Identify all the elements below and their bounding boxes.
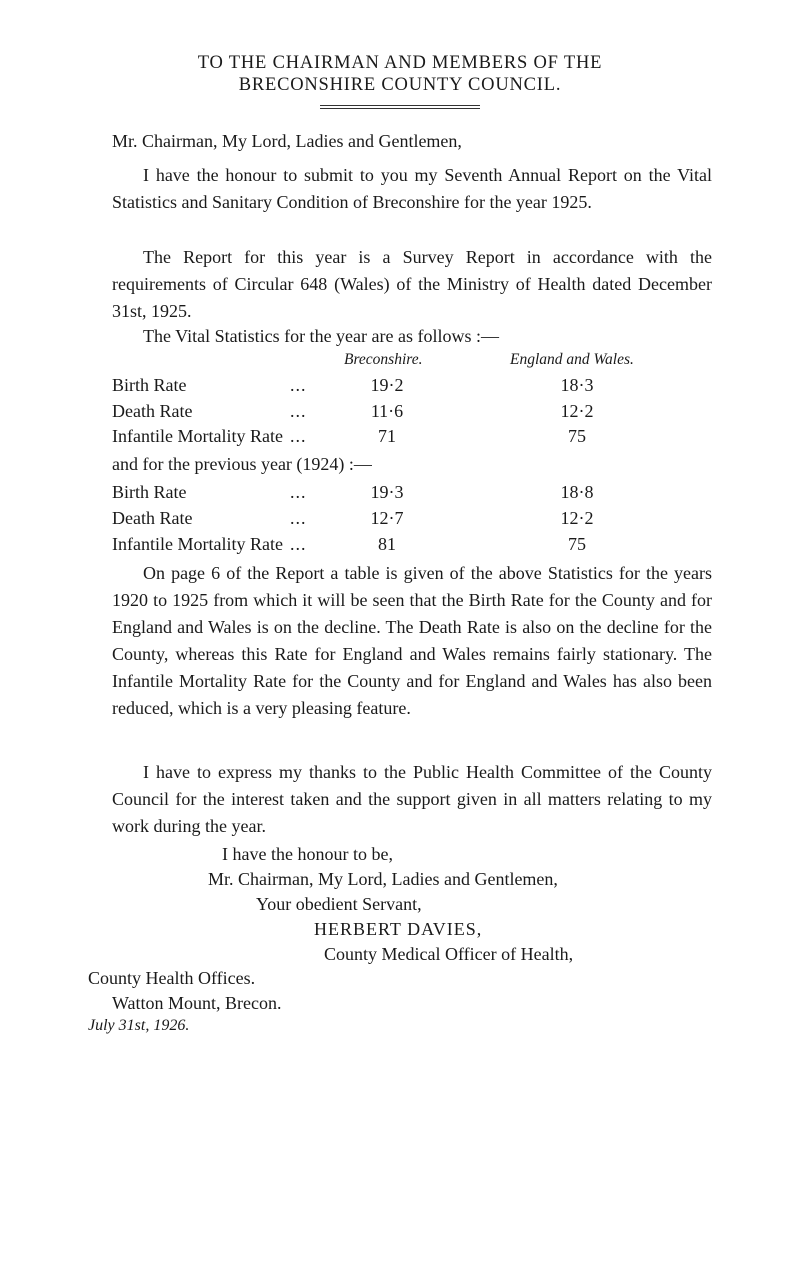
previous-year-text: and for the previous year (1924) :— xyxy=(112,454,372,474)
stat-value-england: 12·2 xyxy=(560,401,594,421)
stat-value-breconshire: 71 xyxy=(378,426,396,446)
signatory-title: County Medical Officer of Health, xyxy=(324,944,574,964)
office-address: Watton Mount, Brecon. xyxy=(112,993,282,1013)
stat-label: Infantile Mortality Rate xyxy=(112,426,283,446)
stats-row-death-rate-1924 xyxy=(112,505,712,531)
stat-label: Birth Rate xyxy=(112,375,187,395)
stat-label: Death Rate xyxy=(112,401,193,421)
signatory-name: HERBERT DAVIES, xyxy=(314,919,483,939)
leader-dots: ... xyxy=(290,534,307,554)
stat-value-england: 75 xyxy=(568,534,586,554)
stats-row-infantile-mortality-1924 xyxy=(112,531,712,557)
stat-value-breconshire: 11·6 xyxy=(370,401,404,421)
stats-row-death-rate xyxy=(112,398,712,424)
stat-value-breconshire: 19·3 xyxy=(370,482,404,502)
leader-dots: ... xyxy=(290,375,307,395)
stat-value-england: 18·8 xyxy=(560,482,594,502)
stat-value-england: 12·2 xyxy=(560,508,594,528)
leader-dots: ... xyxy=(290,401,307,421)
leader-dots: ... xyxy=(290,482,307,502)
heading-rule-top xyxy=(320,105,480,106)
column-header-england-wales: England and Wales. xyxy=(510,351,634,368)
leader-dots: ... xyxy=(290,426,307,446)
stats-row-infantile-mortality xyxy=(112,423,712,449)
stat-value-england: 18·3 xyxy=(560,375,594,395)
closing-obedient: Your obedient Servant, xyxy=(256,894,422,914)
stat-value-england: 75 xyxy=(568,426,586,446)
stat-label: Infantile Mortality Rate xyxy=(112,534,283,554)
paragraph-vital-intro: The Vital Statistics for the year are as follows :— xyxy=(143,326,499,346)
letter-date: July 31st, 1926. xyxy=(88,1017,190,1034)
closing-address: Mr. Chairman, My Lord, Ladies and Gentlemen, xyxy=(208,869,558,889)
leader-dots: ... xyxy=(290,508,307,528)
salutation: Mr. Chairman, My Lord, Ladies and Gentlemen, xyxy=(112,131,462,151)
heading-line-1: TO THE CHAIRMAN AND MEMBERS OF THE xyxy=(197,53,603,73)
paragraph-thanks: I have to express my thanks to the Public Health Committee of the County Council for the interest taken and the support given in all matters relating to my work during the year. xyxy=(112,762,712,836)
stat-value-breconshire: 81 xyxy=(378,534,396,554)
paragraph-statistics-discussion: On page 6 of the Report a table is given of the above Statistics for the years 1920 to 1925 from which it will be seen that the Birth Rate for the County and for England and Wales is on the decline. The Death Rate is also on the decline for the County, whereas this Rate for England and Wales remains fairly stationary. The Infantile Mortality Rate for the County and for England and Wales has also been reduced, which is a very pleasing feature. xyxy=(112,563,712,718)
paragraph-survey: The Report for this year is a Survey Report in accordance with the requirements of Circular 648 (Wales) of the Ministry of Health dated December 31st, 1925. xyxy=(112,247,712,321)
heading-line-2: BRECONSHIRE COUNTY COUNCIL. xyxy=(238,75,562,95)
stat-value-breconshire: 19·2 xyxy=(370,375,404,395)
heading-rule-bottom xyxy=(320,108,480,109)
stat-value-breconshire: 12·7 xyxy=(370,508,404,528)
stat-label: Death Rate xyxy=(112,508,193,528)
stat-label: Birth Rate xyxy=(112,482,187,502)
column-header-breconshire: Breconshire. xyxy=(344,351,423,368)
stats-row-birth-rate xyxy=(112,372,712,398)
closing-honour: I have the honour to be, xyxy=(222,844,393,864)
stats-row-birth-rate-1924 xyxy=(112,479,712,505)
office-name: County Health Offices. xyxy=(88,968,256,988)
paragraph-intro: I have the honour to submit to you my Seventh Annual Report on the Vital Statistics and Sanitary Condition of Breconshire for the year 1925. xyxy=(112,165,712,212)
previous-year-label xyxy=(112,451,712,477)
